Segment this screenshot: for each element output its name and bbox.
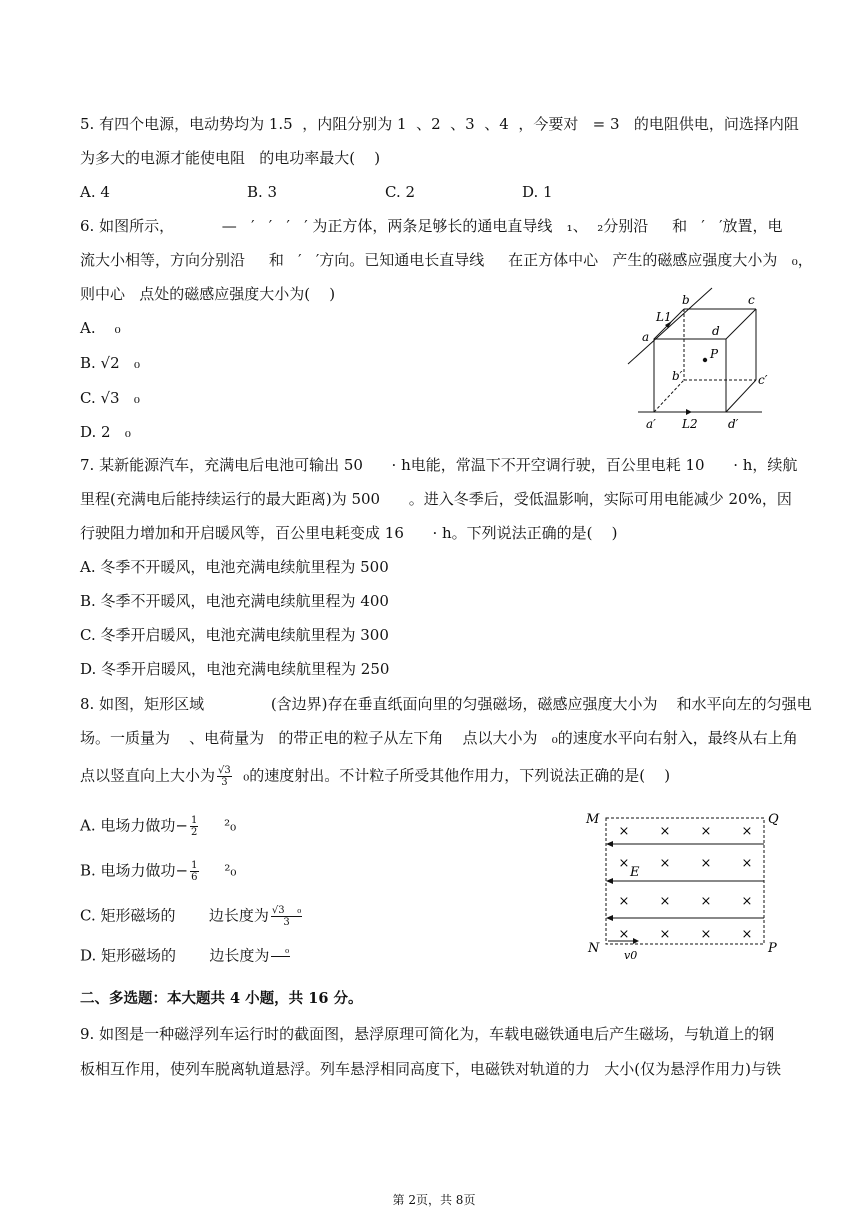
q8-stem-line2: 场。一质量为 、电荷量为 的带正电的粒子从左下角 点以大小为 ₀的速度水平向右射入，最终从右上角 xyxy=(80,729,798,747)
cross-mark: × xyxy=(618,927,630,942)
cross-mark: × xyxy=(741,927,753,942)
field-figure xyxy=(584,804,788,968)
field-arrow-icon xyxy=(606,878,613,884)
label-v0: v0 xyxy=(624,949,638,962)
q7-option-c: C. 冬季开启暖风，电池充满电续航里程为 300 xyxy=(80,626,389,644)
label-m: M xyxy=(586,812,600,827)
label-p: P xyxy=(768,941,777,956)
q7-stem-line3: 行驶阻力增加和开启暖风等，百公里电耗变成 16 · h。下列说法正确的是( ) xyxy=(80,524,618,542)
cross-mark: × xyxy=(741,824,753,839)
label-c: c xyxy=(748,293,755,307)
field-arrow-icon xyxy=(606,841,613,847)
label-e: E xyxy=(630,865,640,880)
cross-mark: × xyxy=(659,927,671,942)
label-p: P xyxy=(710,347,719,361)
cross-mark: × xyxy=(659,894,671,909)
q9-stem-line1: 9. 如图是一种磁浮列车运行时的截面图，悬浮原理可简化为，车载电磁铁通电后产生磁场，与轨道上的钢 xyxy=(80,1025,775,1043)
label-n: N xyxy=(588,941,600,956)
q7-stem-line2: 里程(充满电后能持续运行的最大距离)为 500 。进入冬季后，受低温影响，实际可用电能减少 20%，因 xyxy=(80,490,792,508)
q6-option-a: A. ₀ xyxy=(80,319,121,337)
q7-option-d: D. 冬季开启暖风，电池充满电续航里程为 250 xyxy=(80,660,390,678)
q8-option-b: B. 电场力做功− $\frac{1}{6}$ ²₀ xyxy=(80,860,237,883)
cross-mark: × xyxy=(700,894,712,909)
fraction-sqrt3-over-3: $\frac{√3}{3}$ xyxy=(218,765,231,788)
q5-option-d: D. 1 xyxy=(522,183,553,201)
label-a: a xyxy=(642,330,650,344)
q8-option-d: D. 矩形磁场的 边长度为 ₀ xyxy=(80,945,290,965)
magnetic-crosses xyxy=(619,824,753,942)
q6-option-b: B. √2 ₀ xyxy=(80,354,140,372)
field-arrow-icon xyxy=(606,915,613,921)
cross-mark: × xyxy=(700,856,712,871)
q7-stem-line1: 7. 某新能源汽车，充满电后电池可输出 50 · h电能，常温下不开空调行驶，百公里电耗 10 · h，续航 xyxy=(80,456,798,474)
q5-option-a: A. 4 xyxy=(80,183,110,201)
q7-option-a: A. 冬季不开暖风，电池充满电续航里程为 500 xyxy=(80,558,389,576)
q8-stem-line1: 8. 如图，矩形区域 (含边界)存在垂直纸面向里的匀强磁场，磁感应强度大小为 和水平向左的匀强电 xyxy=(80,695,812,713)
q5-option-c: C. 2 xyxy=(385,183,416,201)
cross-mark: × xyxy=(741,894,753,909)
q6-option-c: C. √3 ₀ xyxy=(80,389,140,407)
label-d-prime: d′ xyxy=(728,417,739,431)
point-p xyxy=(703,358,707,362)
q8-stem-line3: 点以竖直向上大小为 $\frac{√3}{3}$ ₀的速度射出。不计粒子所受其他作用力，下列说法正确的是( ) xyxy=(80,765,671,788)
cube-figure xyxy=(620,284,770,436)
label-b: b xyxy=(682,293,690,307)
cross-mark: × xyxy=(618,856,630,871)
section-heading-multiple-choice: 二、多选题：本大题共 4 小题，共 16 分。 xyxy=(80,990,363,1007)
cross-mark: × xyxy=(700,824,712,839)
q9-stem-line2: 板相互作用，使列车脱离轨道悬浮。列车悬浮相同高度下，电磁铁对轨道的力 大小(仅为悬浮作用力)与铁 xyxy=(80,1060,782,1078)
cross-mark: × xyxy=(659,824,671,839)
label-l1: L1 xyxy=(656,310,672,324)
q5-stem-line2: 为多大的电源才能使电阻 的电功率最大( ) xyxy=(80,149,381,167)
q6-option-d: D. 2 ₀ xyxy=(80,423,131,441)
q7-option-b: B. 冬季不开暖风，电池充满电续航里程为 400 xyxy=(80,592,389,610)
q6-stem-line2: 流大小相等，方向分别沿 和 ′ ′方向。已知通电长直导线 在正方体中心 产生的磁感应强度大小为 ₀， xyxy=(80,251,813,269)
cross-mark: × xyxy=(618,824,630,839)
label-q: Q xyxy=(768,812,779,827)
cross-mark: × xyxy=(741,856,753,871)
page-footer: 第 2页，共 8页 xyxy=(392,1193,476,1207)
q6-stem-line3: 则中心 点处的磁感应强度大小为( ) xyxy=(80,285,336,303)
q5-stem-line1: 5. 有四个电源，电动势均为 1.5 ，内阻分别为 1 、2 、3 、4 ，今要对 = 3 的电阻供电，问选择内阻 xyxy=(80,115,799,133)
label-c-prime: c′ xyxy=(758,373,768,387)
q5-option-b: B. 3 xyxy=(247,183,278,201)
q8-option-a: A. 电场力做功− $\frac{1}{2}$ ²₀ xyxy=(80,815,237,838)
q6-stem-line1: 6. 如图所示， — ′ ′ ′ ′ 为正方体，两条足够长的通电直导线 ₁、 ₂分别沿 和 ′ ′放置，电 xyxy=(80,217,783,235)
cross-mark: × xyxy=(618,894,630,909)
q8-option-c: C. 矩形磁场的 边长度为 $\frac{\text{√3 ₀}}{3}$ xyxy=(80,905,302,928)
label-b-prime: b′ xyxy=(672,369,683,383)
label-a-prime: a′ xyxy=(646,417,656,431)
cross-mark: × xyxy=(659,856,671,871)
label-d: d xyxy=(712,324,720,338)
cross-mark: × xyxy=(700,927,712,942)
wire-l1 xyxy=(628,288,712,364)
label-l2: L2 xyxy=(682,417,698,431)
